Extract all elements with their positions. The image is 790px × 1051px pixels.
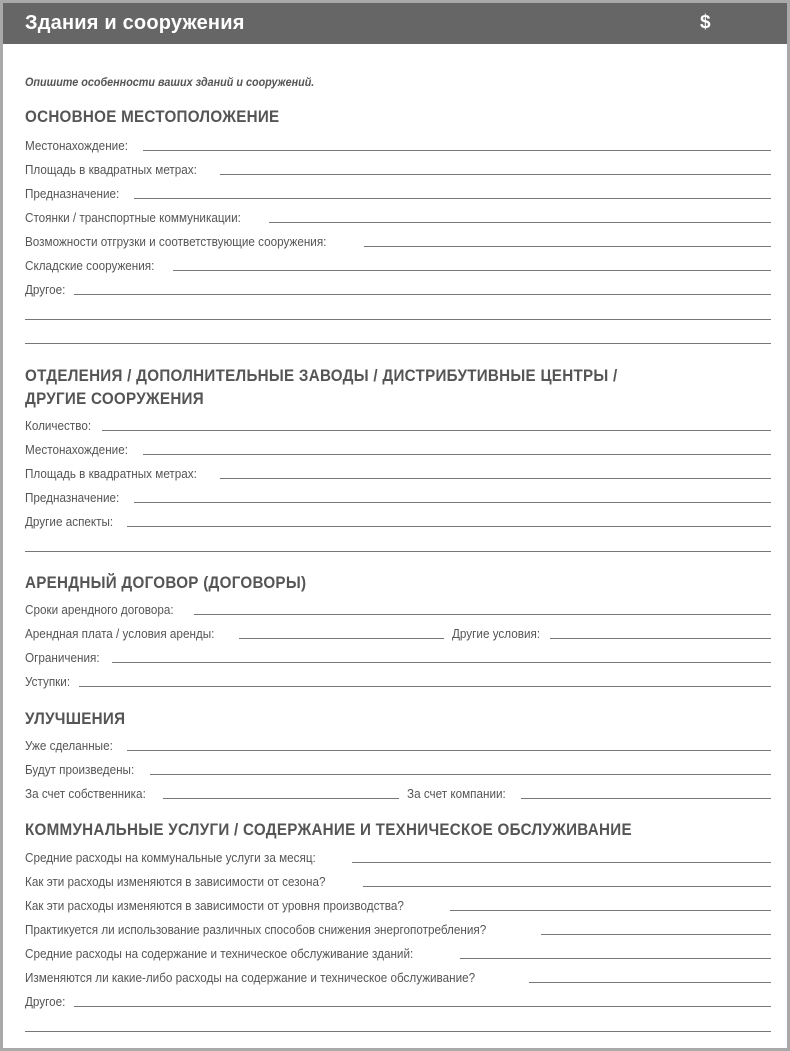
input-line[interactable] — [150, 774, 771, 775]
field-label: Другое: — [25, 994, 66, 1009]
field-label: Местонахождение: — [25, 442, 128, 457]
field-label: Уступки: — [25, 674, 71, 689]
section-title-branches-line2: ДРУГИЕ СООРУЖЕНИЯ — [25, 390, 204, 408]
field-label: Уже сделанные: — [25, 738, 113, 753]
input-line[interactable] — [163, 798, 399, 799]
input-line[interactable] — [74, 294, 771, 295]
field-label: Складские сооружения: — [25, 258, 155, 273]
input-line[interactable] — [143, 454, 771, 455]
field-other[interactable] — [25, 990, 771, 1010]
input-line[interactable] — [173, 270, 771, 271]
section-title-branches-line1: ОТДЕЛЕНИЯ / ДОПОЛНИТЕЛЬНЫЕ ЗАВОДЫ / ДИСТРИБУТИВНЫЕ ЦЕНТРЫ / — [25, 367, 618, 385]
input-line[interactable] — [194, 614, 771, 615]
input-line[interactable] — [127, 526, 771, 527]
field-other-aspects[interactable] — [25, 510, 771, 530]
field-concessions[interactable] — [25, 670, 771, 690]
field-label: Будут произведены: — [25, 762, 135, 777]
input-line[interactable] — [550, 638, 771, 639]
field-label: Количество: — [25, 418, 92, 433]
field-cost-split[interactable] — [25, 782, 771, 802]
input-line[interactable] — [364, 246, 771, 247]
field-label: Другое: — [25, 282, 66, 297]
field-label: Другие условия: — [452, 626, 541, 641]
field-lease-term[interactable] — [25, 598, 771, 618]
section-title-main-location: ОСНОВНОЕ МЕСТОПОЛОЖЕНИЕ — [25, 108, 280, 126]
blank-line[interactable] — [25, 1031, 771, 1032]
field-purpose[interactable] — [25, 182, 771, 202]
field-energy-saving[interactable] — [25, 918, 771, 938]
page-header — [3, 3, 787, 44]
blank-line[interactable] — [25, 343, 771, 344]
input-line[interactable] — [239, 638, 444, 639]
input-line[interactable] — [79, 686, 771, 687]
blank-line[interactable] — [25, 319, 771, 320]
input-line[interactable] — [541, 934, 771, 935]
field-label: Сроки арендного договора: — [25, 602, 174, 617]
input-line[interactable] — [220, 174, 771, 175]
field-planned[interactable] — [25, 758, 771, 778]
field-purpose[interactable] — [25, 486, 771, 506]
field-label: Средние расходы на коммунальные услуги за месяц: — [25, 850, 316, 865]
field-label: Средние расходы на содержание и техническое обслуживание зданий: — [25, 946, 414, 961]
input-line[interactable] — [102, 430, 771, 431]
field-label: Площадь в квадратных метрах: — [25, 466, 197, 481]
field-seasonal[interactable] — [25, 870, 771, 890]
input-line[interactable] — [529, 982, 771, 983]
field-utilities-monthly[interactable] — [25, 846, 771, 866]
field-label: Местонахождение: — [25, 138, 128, 153]
section-title-utilities: КОММУНАЛЬНЫЕ УСЛУГИ / СОДЕРЖАНИЕ И ТЕХНИЧЕСКОЕ ОБСЛУЖИВАНИЕ — [25, 821, 632, 839]
field-location[interactable] — [25, 134, 771, 154]
input-line[interactable] — [460, 958, 771, 959]
field-area[interactable] — [25, 462, 771, 482]
section-title-improvements: УЛУЧШЕНИЯ — [25, 710, 126, 728]
field-shipping[interactable] — [25, 230, 771, 250]
field-label: Ограничения: — [25, 650, 100, 665]
input-line[interactable] — [74, 1006, 771, 1007]
field-other[interactable] — [25, 278, 771, 298]
field-production-level[interactable] — [25, 894, 771, 914]
field-label: Стоянки / транспортные коммуникации: — [25, 210, 241, 225]
field-maintenance-costs[interactable] — [25, 942, 771, 962]
field-rent-terms[interactable] — [25, 622, 771, 642]
field-label: Арендная плата / условия аренды: — [25, 626, 215, 641]
input-line[interactable] — [521, 798, 771, 799]
input-line[interactable] — [269, 222, 771, 223]
field-area[interactable] — [25, 158, 771, 178]
field-already-done[interactable] — [25, 734, 771, 754]
field-maintenance-changes[interactable] — [25, 966, 771, 986]
input-line[interactable] — [363, 886, 771, 887]
input-line[interactable] — [220, 478, 771, 479]
section-title-lease: АРЕНДНЫЙ ДОГОВОР (ДОГОВОРЫ) — [25, 574, 307, 592]
field-label: За счет компании: — [407, 786, 507, 801]
field-label: Практикуется ли использование различных способов снижения энергопотребления? — [25, 922, 487, 937]
field-label: Изменяются ли какие-либо расходы на содержание и техническое обслуживание? — [25, 970, 476, 985]
field-label: За счет собственника: — [25, 786, 146, 801]
field-label: Как эти расходы изменяются в зависимости от уровня производства? — [25, 898, 404, 913]
field-label: Другие аспекты: — [25, 514, 114, 529]
blank-line[interactable] — [25, 551, 771, 552]
dollar-icon: $ — [700, 12, 711, 33]
field-label: Возможности отгрузки и соответствующие сооружения: — [25, 234, 327, 249]
intro-text: Опишите особенности ваших зданий и сооружений. — [25, 75, 315, 89]
input-line[interactable] — [112, 662, 771, 663]
input-line[interactable] — [450, 910, 771, 911]
field-restrictions[interactable] — [25, 646, 771, 666]
field-label: Предназначение: — [25, 490, 120, 505]
field-label: Как эти расходы изменяются в зависимости от сезона? — [25, 874, 326, 889]
field-parking[interactable] — [25, 206, 771, 226]
field-label: Предназначение: — [25, 186, 120, 201]
input-line[interactable] — [134, 198, 771, 199]
input-line[interactable] — [352, 862, 771, 863]
page-title: Здания и сооружения — [25, 12, 245, 34]
field-label: Площадь в квадратных метрах: — [25, 162, 197, 177]
field-quantity[interactable] — [25, 414, 771, 434]
input-line[interactable] — [134, 502, 771, 503]
input-line[interactable] — [127, 750, 771, 751]
field-location[interactable] — [25, 438, 771, 458]
input-line[interactable] — [143, 150, 771, 151]
field-warehouse[interactable] — [25, 254, 771, 274]
